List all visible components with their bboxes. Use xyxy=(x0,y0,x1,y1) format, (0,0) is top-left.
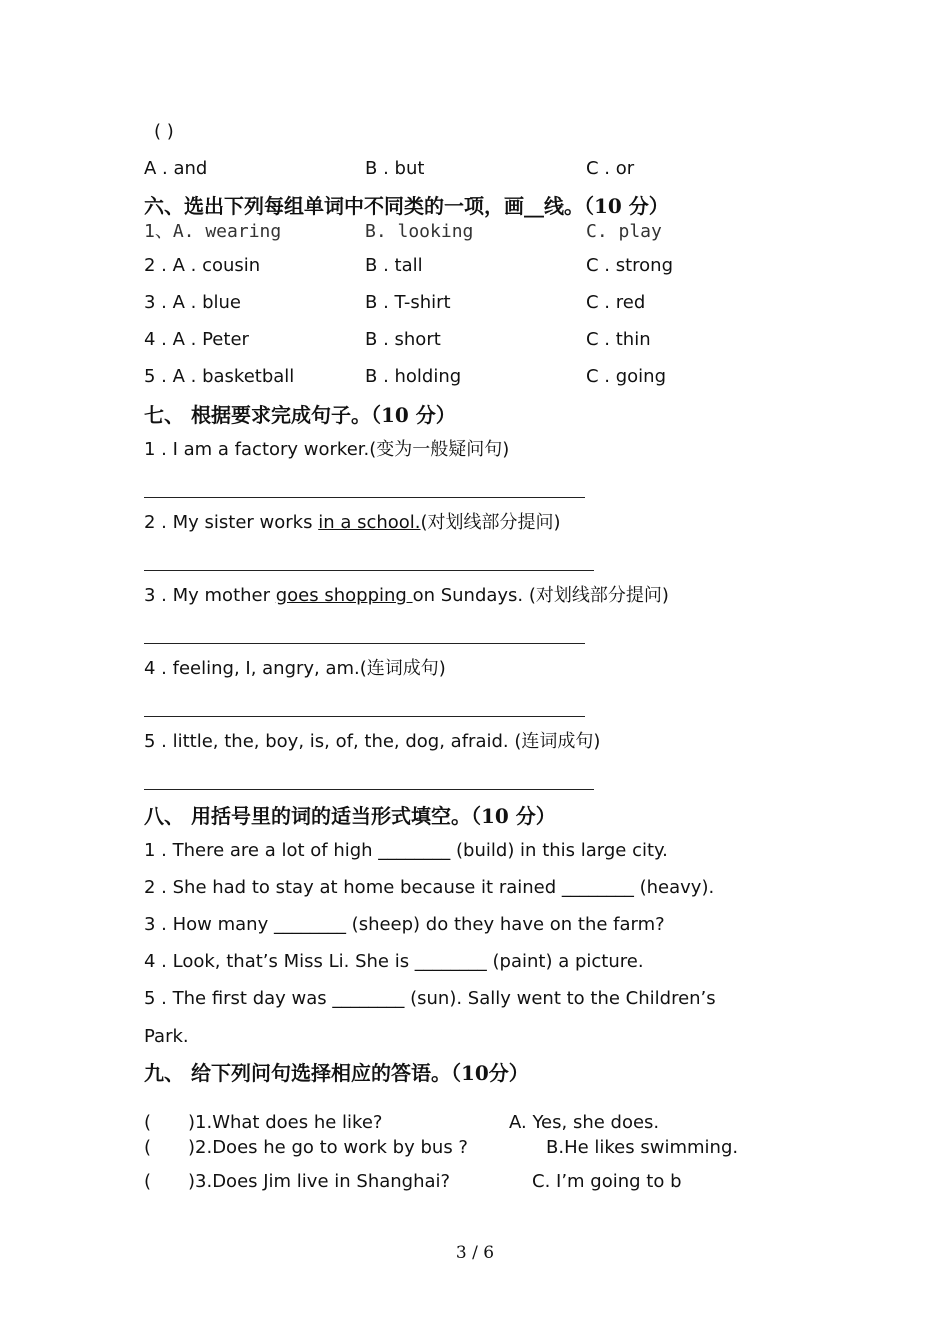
s7-item2-note: (对划线部分提问) xyxy=(420,512,561,533)
s9-answer-b: B.He likes swimming. xyxy=(546,1137,739,1158)
s7-answer-line-5[interactable] xyxy=(144,789,594,790)
option-a: A . and xyxy=(144,158,208,179)
s7-answer-line-1[interactable] xyxy=(144,497,585,498)
s6-row4-b: B . short xyxy=(365,329,441,350)
s9-item1-question: )1.What does he like? xyxy=(188,1112,383,1133)
s6-row1-b: B. looking xyxy=(365,221,474,242)
s8-item5: 5 . The first day was ________ (sun). Sally went to the Children’s xyxy=(144,988,716,1009)
s8-item2: 2 . She had to stay at home because it rained ________ (heavy). xyxy=(144,877,715,898)
s8-item3: 3 . How many ________ (sheep) do they have on the farm? xyxy=(144,914,665,935)
s7-answer-line-3[interactable] xyxy=(144,643,585,644)
s7-item4 xyxy=(144,657,446,681)
s7-item4-note: (连词成句) xyxy=(359,658,446,679)
section9-title: 九、 给下列问句选择相应的答语。（10分） xyxy=(144,1061,529,1085)
section7-title: 七、 根据要求完成句子。（10 分） xyxy=(144,403,456,427)
s8-item5-cont: Park. xyxy=(144,1026,189,1047)
s9-item2-question: )2.Does he go to work by bus ? xyxy=(188,1137,468,1158)
option-b: B . but xyxy=(365,158,425,179)
s9-item1-paren: ( xyxy=(144,1112,152,1133)
s9-answer-a: A. Yes, she does. xyxy=(509,1112,660,1133)
section8-title: 八、 用括号里的词的适当形式填空。（10 分） xyxy=(144,804,556,828)
s7-item5-note: (连词成句) xyxy=(514,731,601,752)
page-number: 3 / 6 xyxy=(455,1243,495,1263)
s7-item4-text: 4 . feeling, I, angry, am. xyxy=(144,658,360,679)
s7-item2 xyxy=(144,511,561,535)
s9-answer-c: C. I’m going to b xyxy=(532,1171,682,1192)
s6-row4-a: 4 . A . Peter xyxy=(144,329,249,350)
s6-row1-c: C. play xyxy=(586,221,662,242)
s6-row3-b: B . T-shirt xyxy=(365,292,451,313)
s7-answer-line-4[interactable] xyxy=(144,716,585,717)
s7-item5 xyxy=(144,730,600,754)
s7-item1-note: (变为一般疑问句) xyxy=(369,439,510,460)
s8-item4: 4 . Look, that’s Miss Li. She is ________ (paint) a picture. xyxy=(144,951,644,972)
s7-item3-underlined: goes shopping xyxy=(275,585,413,606)
s6-row5-b: B . holding xyxy=(365,366,462,387)
s6-row3-c: C . red xyxy=(586,292,646,313)
s7-item2-underlined: in a school. xyxy=(318,512,421,533)
s6-row5-c: C . going xyxy=(586,366,667,387)
option-c: C . or xyxy=(586,158,635,179)
s6-row5-a: 5 . A . basketball xyxy=(144,366,295,387)
s6-row3-a: 3 . A . blue xyxy=(144,292,242,313)
s7-item3-note: (对划线部分提问) xyxy=(528,585,669,606)
s7-item2-text: 2 . My sister works xyxy=(144,512,319,533)
s7-item3-post: on Sundays. xyxy=(412,585,529,606)
s7-item1-text: 1 . I am a factory worker. xyxy=(144,439,370,460)
s7-item3 xyxy=(144,584,669,608)
s9-item2-paren: ( xyxy=(144,1137,152,1158)
s6-row1-a: 1、A. wearing xyxy=(144,221,282,242)
s7-item1 xyxy=(144,438,509,462)
s9-item3-paren: ( xyxy=(144,1171,152,1192)
section6-title: 六、选出下列每组单词中不同类的一项，画__线。（10 分） xyxy=(144,194,669,218)
s7-item5-text: 5 . little, the, boy, is, of, the, dog, afraid. xyxy=(144,731,515,752)
s6-row2-c: C . strong xyxy=(586,255,674,276)
s7-item3-text: 3 . My mother xyxy=(144,585,276,606)
s6-row2-a: 2 . A . cousin xyxy=(144,255,261,276)
s6-row2-b: B . tall xyxy=(365,255,423,276)
answer-paren: ( ) xyxy=(154,121,174,142)
s6-row4-c: C . thin xyxy=(586,329,651,350)
s7-answer-line-2[interactable] xyxy=(144,570,594,571)
s9-item3-question: )3.Does Jim live in Shanghai? xyxy=(188,1171,451,1192)
s8-item1: 1 . There are a lot of high ________ (build) in this large city. xyxy=(144,840,668,861)
